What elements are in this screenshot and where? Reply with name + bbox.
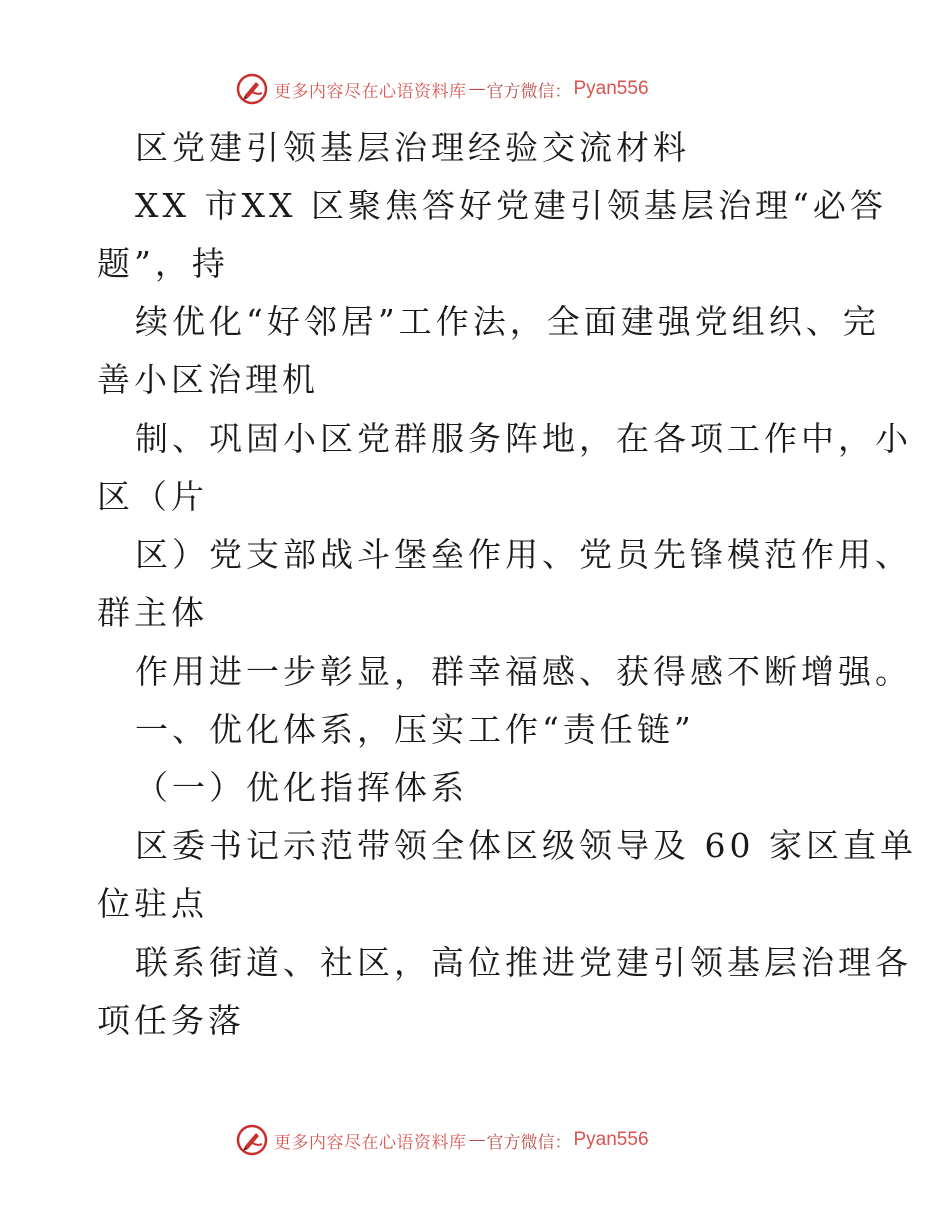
paragraph-line: 续优化“好邻居”工作法，全面建强党组织、完 (135, 302, 880, 341)
paragraph-line: 联系街道、社区，高位推进党建引领基层治理各 (135, 943, 912, 982)
paragraph-line: 题”，持 (97, 244, 229, 283)
watermark-dash: — (468, 1130, 485, 1150)
paragraph-line: 群主体 (97, 593, 208, 632)
watermark-text: 更多内容尽在心语资料库 (274, 81, 467, 102)
watermark-official-label: 官方微信： (486, 81, 572, 102)
paragraph-line: XX 市XX 区聚焦答好党建引领基层治理“必答 (135, 186, 887, 225)
paragraph-line: 作用进一步彰显，群幸福感、获得感不断增强。 (135, 652, 912, 691)
section-heading: 一、优化体系，压实工作“责任链” (135, 710, 695, 749)
paragraph-line: 项任务落 (97, 1001, 245, 1040)
paragraph-line: 善小区治理机 (97, 360, 319, 399)
watermark-wechat-id: Pyan556 (573, 1129, 649, 1150)
paragraph-line: 位驻点 (97, 884, 208, 923)
watermark-official-label: 官方微信： (486, 1132, 572, 1153)
pen-logo-icon (236, 73, 268, 105)
watermark-banner-bottom (236, 1123, 716, 1157)
document-title: 区党建引领基层治理经验交流材料 (135, 128, 690, 167)
paragraph-line: 区）党支部战斗堡垒作用、党员先锋模范作用、 (135, 535, 912, 574)
watermark-text: 更多内容尽在心语资料库 (274, 1132, 467, 1153)
paragraph-line: 区委书记示范带领全体区级领导及 60 家区直单 (135, 826, 917, 865)
subsection-heading: （一）优化指挥体系 (135, 768, 468, 807)
watermark-wechat-id: Pyan556 (573, 78, 649, 99)
paragraph-line: 制、巩固小区党群服务阵地，在各项工作中，小 (135, 419, 912, 458)
paragraph-line: 区（片 (97, 477, 208, 516)
pen-logo-icon (236, 1124, 268, 1156)
watermark-dash: — (468, 79, 485, 99)
watermark-banner-top (236, 72, 716, 106)
